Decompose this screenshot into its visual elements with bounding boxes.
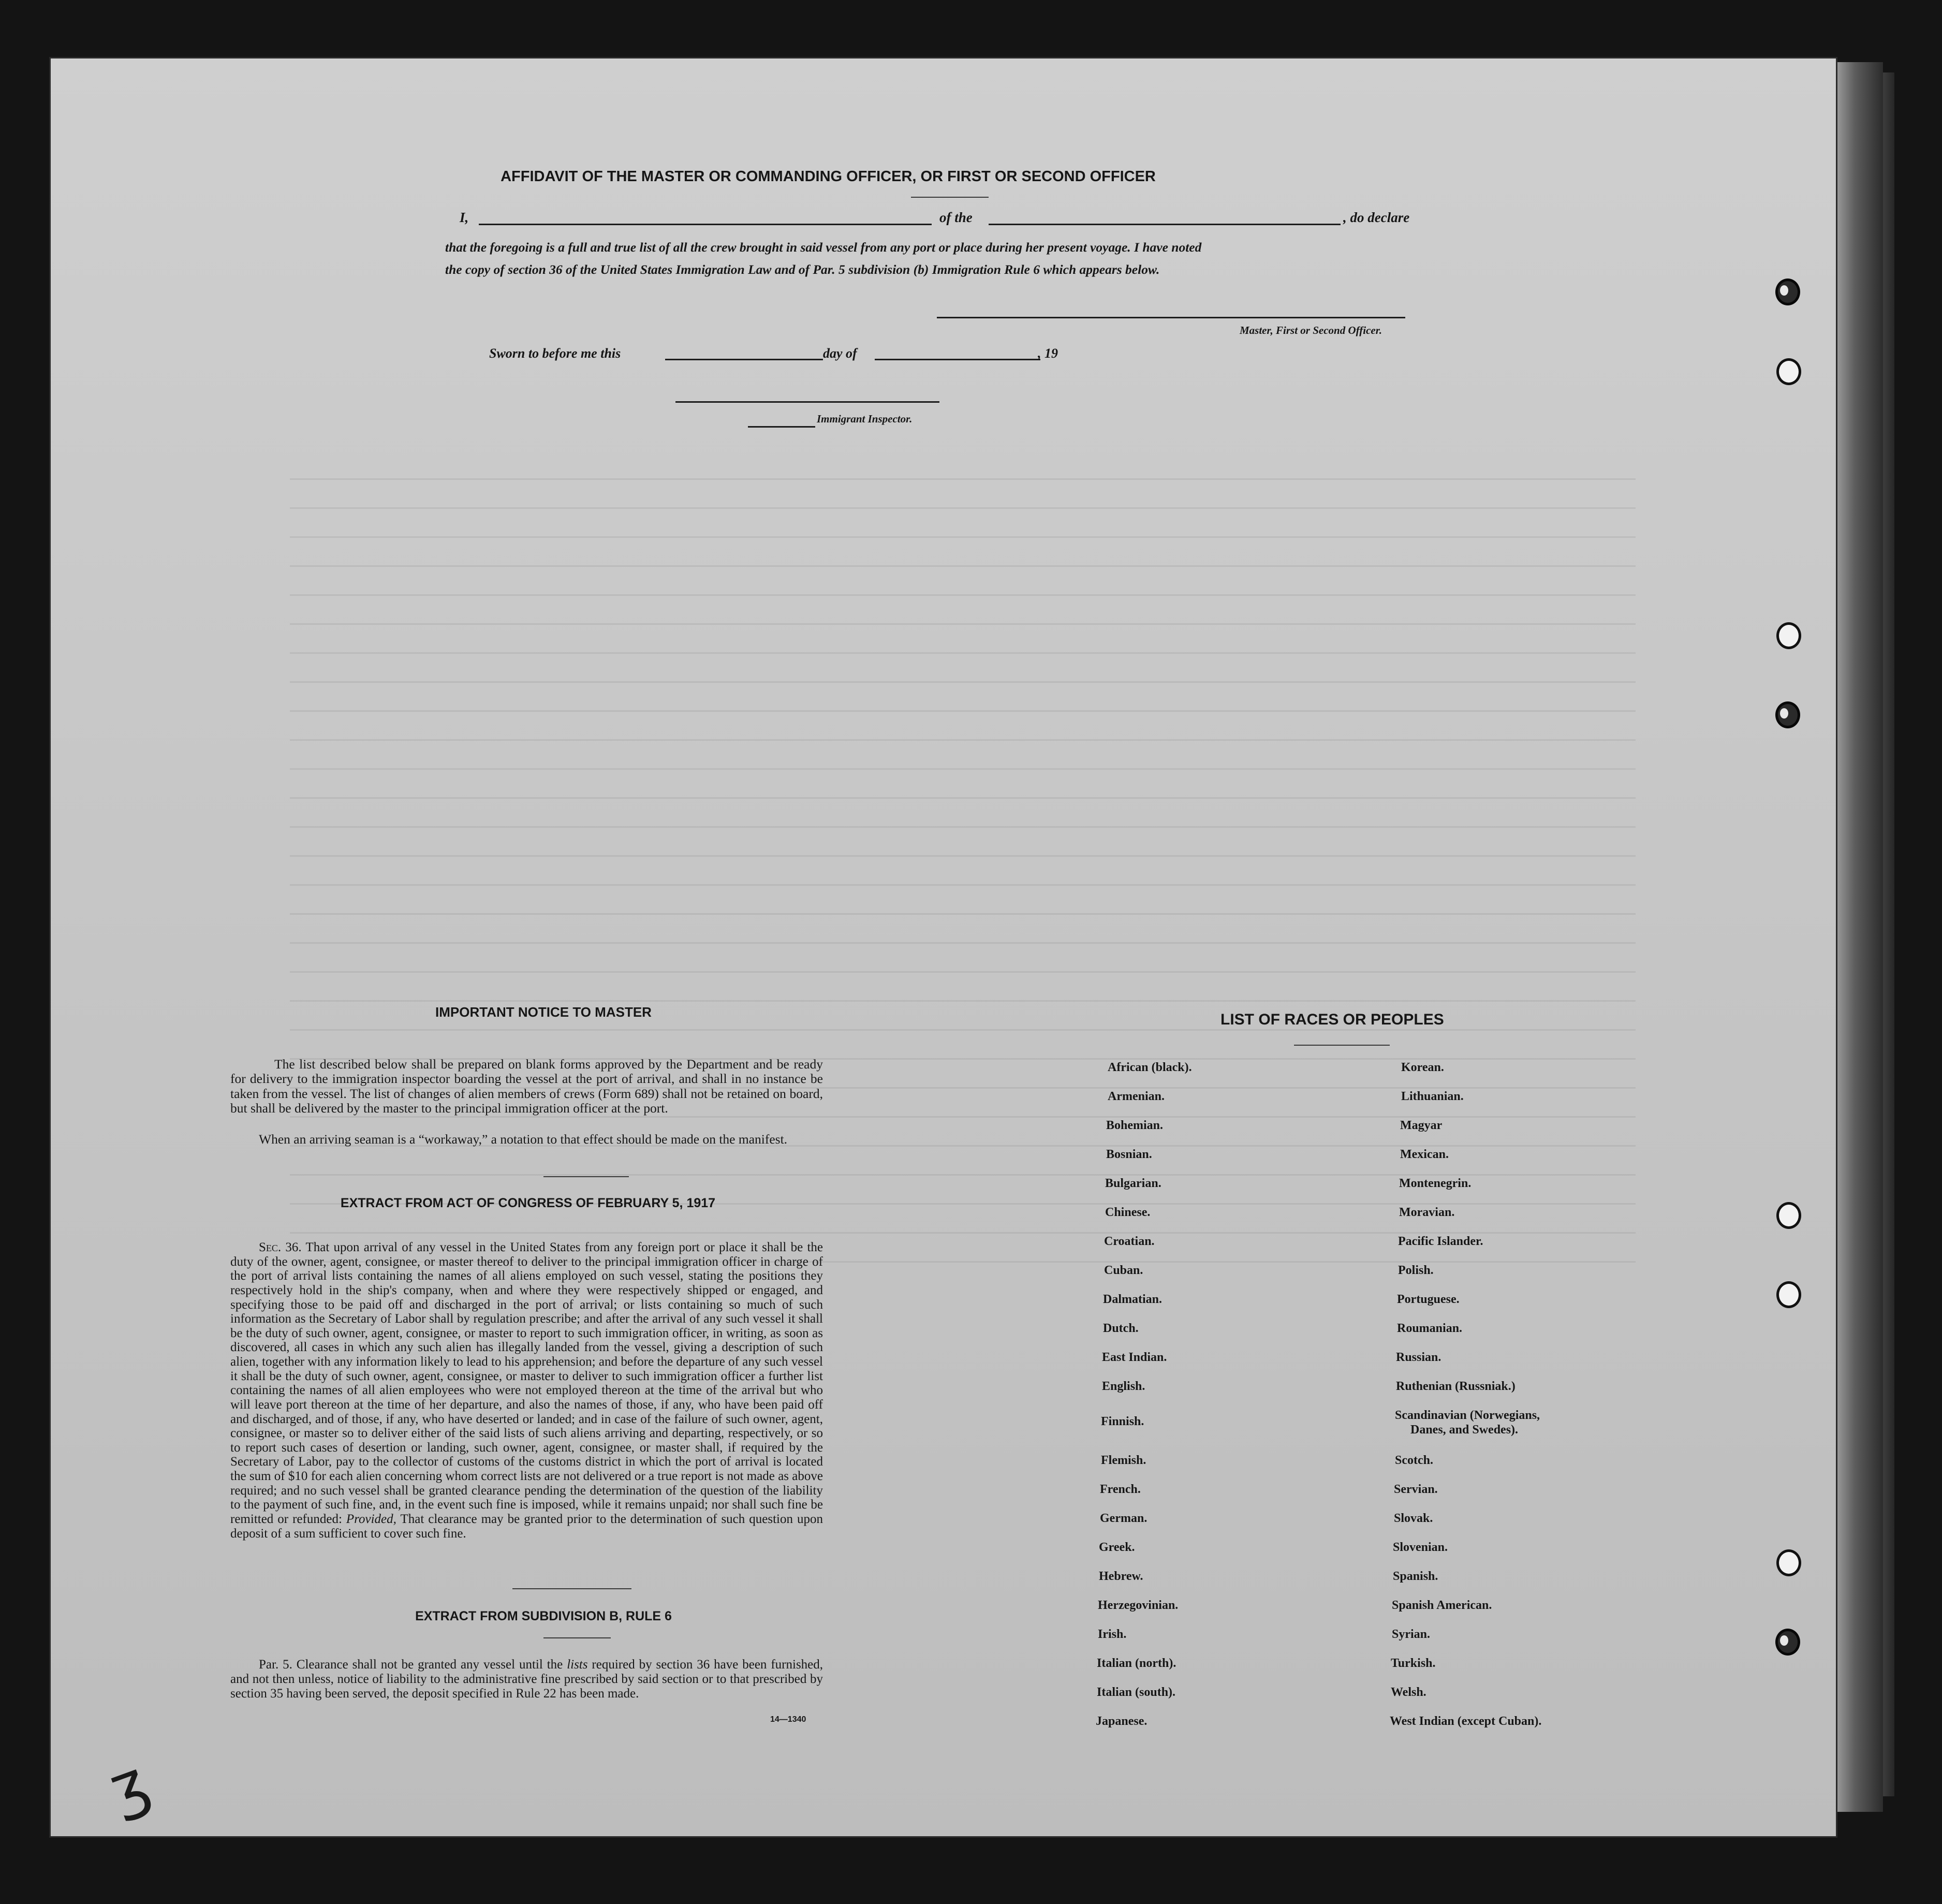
race-item: Herzegovinian. — [1098, 1599, 1179, 1612]
race-item: Roumanian. — [1397, 1322, 1463, 1335]
divider — [543, 1637, 611, 1638]
divider — [1294, 1045, 1390, 1046]
punch-hole — [1776, 622, 1801, 649]
act-extract-text — [230, 1240, 823, 1541]
rule-text-a: Par. 5. Clearance shall not be granted any vessel until the — [259, 1658, 563, 1672]
affidavit-declare: , do declare — [1343, 210, 1410, 225]
race-item: Irish. — [1098, 1628, 1127, 1641]
race-item: Cuban. — [1104, 1264, 1143, 1277]
race-item: Chinese. — [1105, 1206, 1151, 1219]
races-title: LIST OF RACES OR PEOPLES — [1220, 1011, 1444, 1028]
notice-title: IMPORTANT NOTICE TO MASTER — [435, 1004, 652, 1020]
punch-hole — [1775, 279, 1800, 305]
race-item: Spanish. — [1393, 1570, 1438, 1583]
race-item: Polish. — [1398, 1264, 1434, 1277]
race-item: Pacific Islander. — [1398, 1235, 1483, 1248]
affidavit-title: AFFIDAVIT OF THE MASTER OR COMMANDING OFFICER, OR FIRST OR SECOND OFFICER — [501, 168, 1156, 185]
sworn-month-line — [875, 359, 1040, 360]
master-name-line — [479, 224, 932, 225]
race-item: Scandinavian (Norwegians, — [1395, 1409, 1540, 1422]
race-item: Scotch. — [1395, 1454, 1433, 1467]
race-item: French. — [1100, 1483, 1141, 1496]
race-item: Lithuanian. — [1401, 1090, 1464, 1103]
sworn-label: Sworn to before me this — [489, 346, 621, 361]
divider — [512, 1588, 631, 1589]
race-item: Syrian. — [1392, 1628, 1431, 1641]
punch-hole — [1776, 1281, 1801, 1308]
page-edge — [1836, 62, 1883, 1812]
sec-text-b: That clearance may be granted prior to the determination of such question upon deposit of a sum sufficient to cover such fine. — [230, 1512, 823, 1541]
master-signature-label: Master, First or Second Officer. — [1240, 324, 1382, 336]
rule-extract-title: EXTRACT FROM SUBDIVISION B, RULE 6 — [415, 1609, 672, 1623]
affidavit-i: I, — [460, 210, 469, 225]
inspector-signature-line — [675, 401, 939, 403]
race-item: Mexican. — [1400, 1148, 1449, 1161]
notice-paragraph-1: The list described below shall be prepared on blank forms approved by the Department and be ready for delivery to the immigration inspector boarding the vessel at the port of arrival, and shall in no instance be taken from the vessel. The list of changes of alien members of crews (Form 689) shall not be retained on board, but shall be delivered by the master to the principal immigration officer at the port. — [230, 1057, 823, 1116]
race-item: Magyar — [1400, 1119, 1443, 1132]
punch-hole — [1775, 701, 1800, 728]
sec-label: Sec. 36. — [259, 1240, 302, 1254]
sworn-day-of: day of — [823, 346, 857, 361]
race-item: Russian. — [1396, 1351, 1441, 1364]
race-item: West Indian (except Cuban). — [1390, 1715, 1542, 1728]
notice-paragraph-2: When an arriving seaman is a “workaway,” a notation to that effect should be made on the manifest. — [259, 1132, 788, 1147]
race-item: Dutch. — [1103, 1322, 1139, 1335]
affidavit-of-the: of the — [939, 210, 973, 225]
divider — [543, 1176, 629, 1177]
punch-hole — [1776, 358, 1801, 385]
race-item: Moravian. — [1399, 1206, 1455, 1219]
inspector-signature-label: Immigrant Inspector. — [817, 413, 913, 425]
race-item: Bohemian. — [1106, 1119, 1164, 1132]
race-item: Montenegrin. — [1399, 1177, 1472, 1190]
race-item: Italian (north). — [1097, 1657, 1176, 1670]
race-item: Slovenian. — [1393, 1541, 1448, 1554]
race-item-continued: Danes, and Swedes). — [1410, 1423, 1519, 1437]
race-item: German. — [1100, 1512, 1147, 1525]
divider — [911, 197, 989, 198]
punch-hole — [1776, 1549, 1801, 1576]
race-item: East Indian. — [1102, 1351, 1167, 1364]
punch-hole — [1775, 1629, 1800, 1656]
race-item: Flemish. — [1101, 1454, 1146, 1467]
race-item: Slovak. — [1394, 1512, 1433, 1525]
race-item: Armenian. — [1108, 1090, 1165, 1103]
punch-hole — [1776, 1202, 1801, 1229]
race-item: Hebrew. — [1099, 1570, 1143, 1583]
vessel-name-line — [989, 224, 1341, 225]
act-extract-title: EXTRACT FROM ACT OF CONGRESS OF FEBRUARY 5, 1917 — [340, 1196, 716, 1210]
race-item: Japanese. — [1096, 1715, 1147, 1728]
race-item: Bosnian. — [1106, 1148, 1152, 1161]
race-item: Greek. — [1099, 1541, 1135, 1554]
race-item: Bulgarian. — [1105, 1177, 1161, 1190]
race-item: Ruthenian (Russniak.) — [1396, 1380, 1516, 1393]
race-item: Italian (south). — [1097, 1686, 1176, 1699]
race-item: Finnish. — [1101, 1415, 1144, 1428]
form-number: 14—1340 — [770, 1715, 806, 1724]
sec-text-a: That upon arrival of any vessel in the United States from any foreign port or place it shall be the duty of the owner, agent, consignee, or master thereof to deliver to the principal immigration officer in charge of the port of arrival lists containing the names of all aliens employed on such vessel, stating the positions they respectively hold in the ship's company, when and where they were respectively shipped or engaged, and specifying those to be paid off and discharged in the port of arrival; or lists containing so much of such information as the Secretary of Labor shall by regulation prescribe; and after the arrival of any such vessel it shall be the duty of such owner, agent, consignee, or master to report to such immigration officer, in writing, as soon as discovered, all cases in which any such alien has illegally landed from the vessel, giving a description of such alien, together with any information likely to lead to his apprehension; and before the departure of any such vessel it shall be the duty of such owner, agent, consignee, or master to deliver to such immigration officer a further list containing the names of all alien employees who were not employed thereon at the time of the arrival but who will leave port thereon at the time of her departure, and also the names of those, if any, who have been paid off and discharged, and of those, if any, who have deserted or landed; and in case of the failure of such owner, agent, consignee, or master so to deliver either of the said lists of such aliens arriving and departing, respectively, or so to report such cases of desertion or landing, such owner, agent, consignee, or master shall, if required by the Secretary of Labor, pay to the collector of customs of the customs district in which the port of arrival is located the sum of $10 for each alien concerning whom correct lists are not delivered or a true report is not made as above required; and no such vessel shall be granted clearance pending the determination of the question of the liability to the payment of such fine, and, in the event such fine is imposed, while it remains unpaid; nor shall such fine be remitted or refunded: — [230, 1240, 823, 1526]
lists-word: lists — [567, 1658, 588, 1672]
race-item: Dalmatian. — [1103, 1293, 1162, 1306]
rule-extract-text — [230, 1658, 823, 1701]
race-item: Portuguese. — [1397, 1293, 1460, 1306]
affidavit-line2: that the foregoing is a full and true list of all the crew brought in said vessel from any port or place during her present voyage. I have noted — [445, 240, 1202, 255]
race-item: African (black). — [1108, 1061, 1192, 1074]
race-item: Spanish American. — [1392, 1599, 1492, 1612]
race-item: Welsh. — [1391, 1686, 1426, 1699]
rule-text-b: required by section 36 have been furnished, and not then unless, notice of liability to the administrative fine prescribed by said section or to that prescribed by section 35 having been served, the deposit specified in Rule 22 has been made. — [230, 1658, 823, 1701]
master-signature-line — [937, 317, 1405, 318]
race-item: Korean. — [1401, 1061, 1444, 1074]
handwritten-mark: ʒ — [100, 1746, 159, 1826]
sworn-day-line — [665, 359, 823, 360]
sworn-year: , 19 — [1038, 346, 1058, 361]
affidavit-line3: the copy of section 36 of the United States Immigration Law and of Par. 5 subdivision (b) Immigration Rule 6 which appears below. — [445, 262, 1160, 277]
race-item: Servian. — [1394, 1483, 1438, 1496]
provided-word: Provided, — [346, 1512, 396, 1526]
inspector-dash — [748, 426, 815, 428]
race-item: English. — [1102, 1380, 1145, 1393]
race-item: Croatian. — [1104, 1235, 1155, 1248]
race-item: Turkish. — [1391, 1657, 1436, 1670]
